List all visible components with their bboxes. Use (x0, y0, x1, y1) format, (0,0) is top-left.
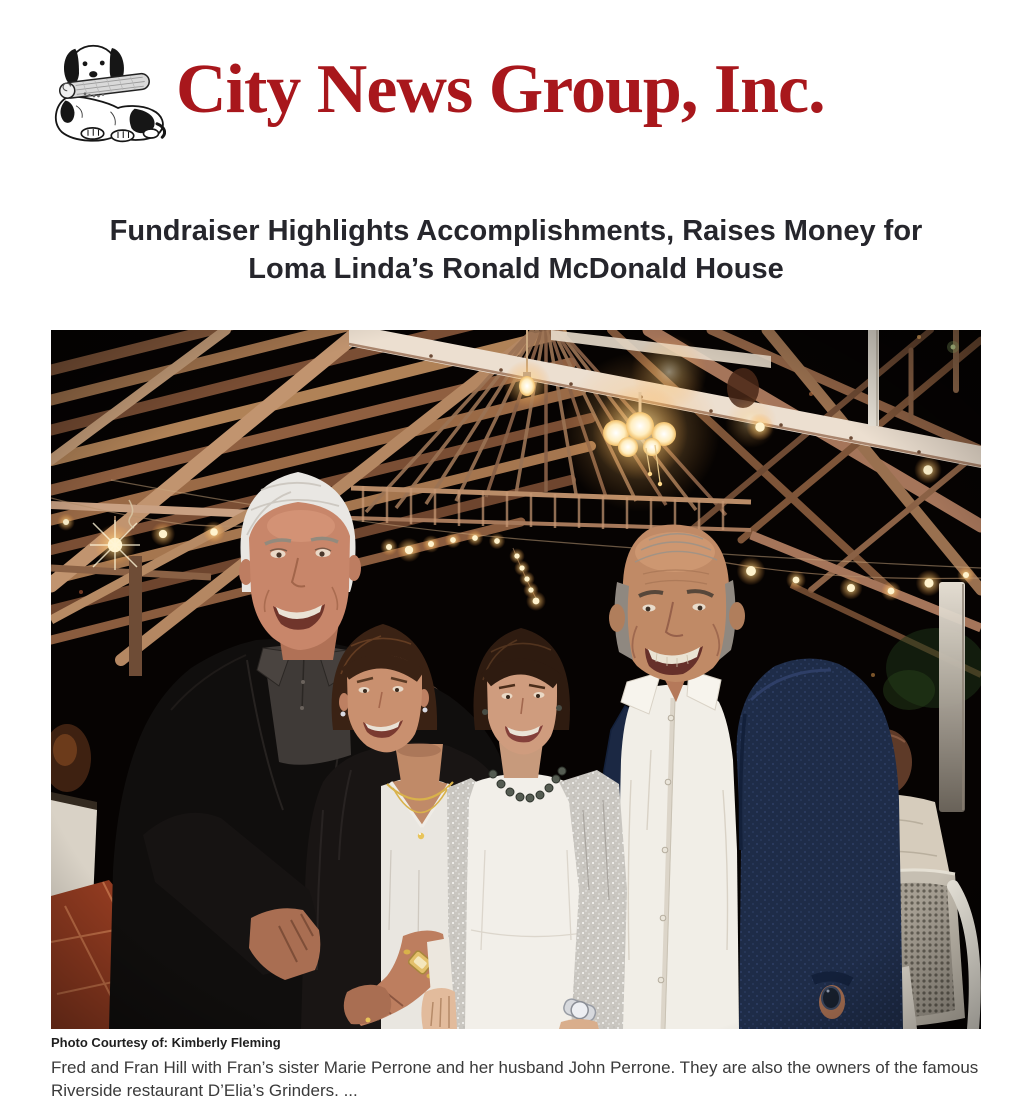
article-photo (51, 330, 981, 1029)
headline-line-2: Loma Linda’s Ronald McDonald House (248, 253, 784, 285)
site-logo[interactable] (0, 0, 1032, 164)
photo-caption: Fred and Fran Hill with Fran’s sister Marie Perrone and her husband John Perrone. They are also the owners of the famous Riverside restaurant D’Elia’s Grinders. ... (51, 1058, 979, 1100)
dog-with-newspaper-icon (46, 17, 166, 163)
site-logo-text[interactable]: City News Group, Inc. (176, 51, 825, 128)
headline-line-1: Fundraiser Highlights Accomplishments, Raises Money for (109, 215, 923, 247)
photo-credit: Photo Courtesy of: Kimberly Fleming (51, 1035, 281, 1050)
article-headline (40, 212, 992, 288)
article-photo-image (51, 330, 981, 1029)
